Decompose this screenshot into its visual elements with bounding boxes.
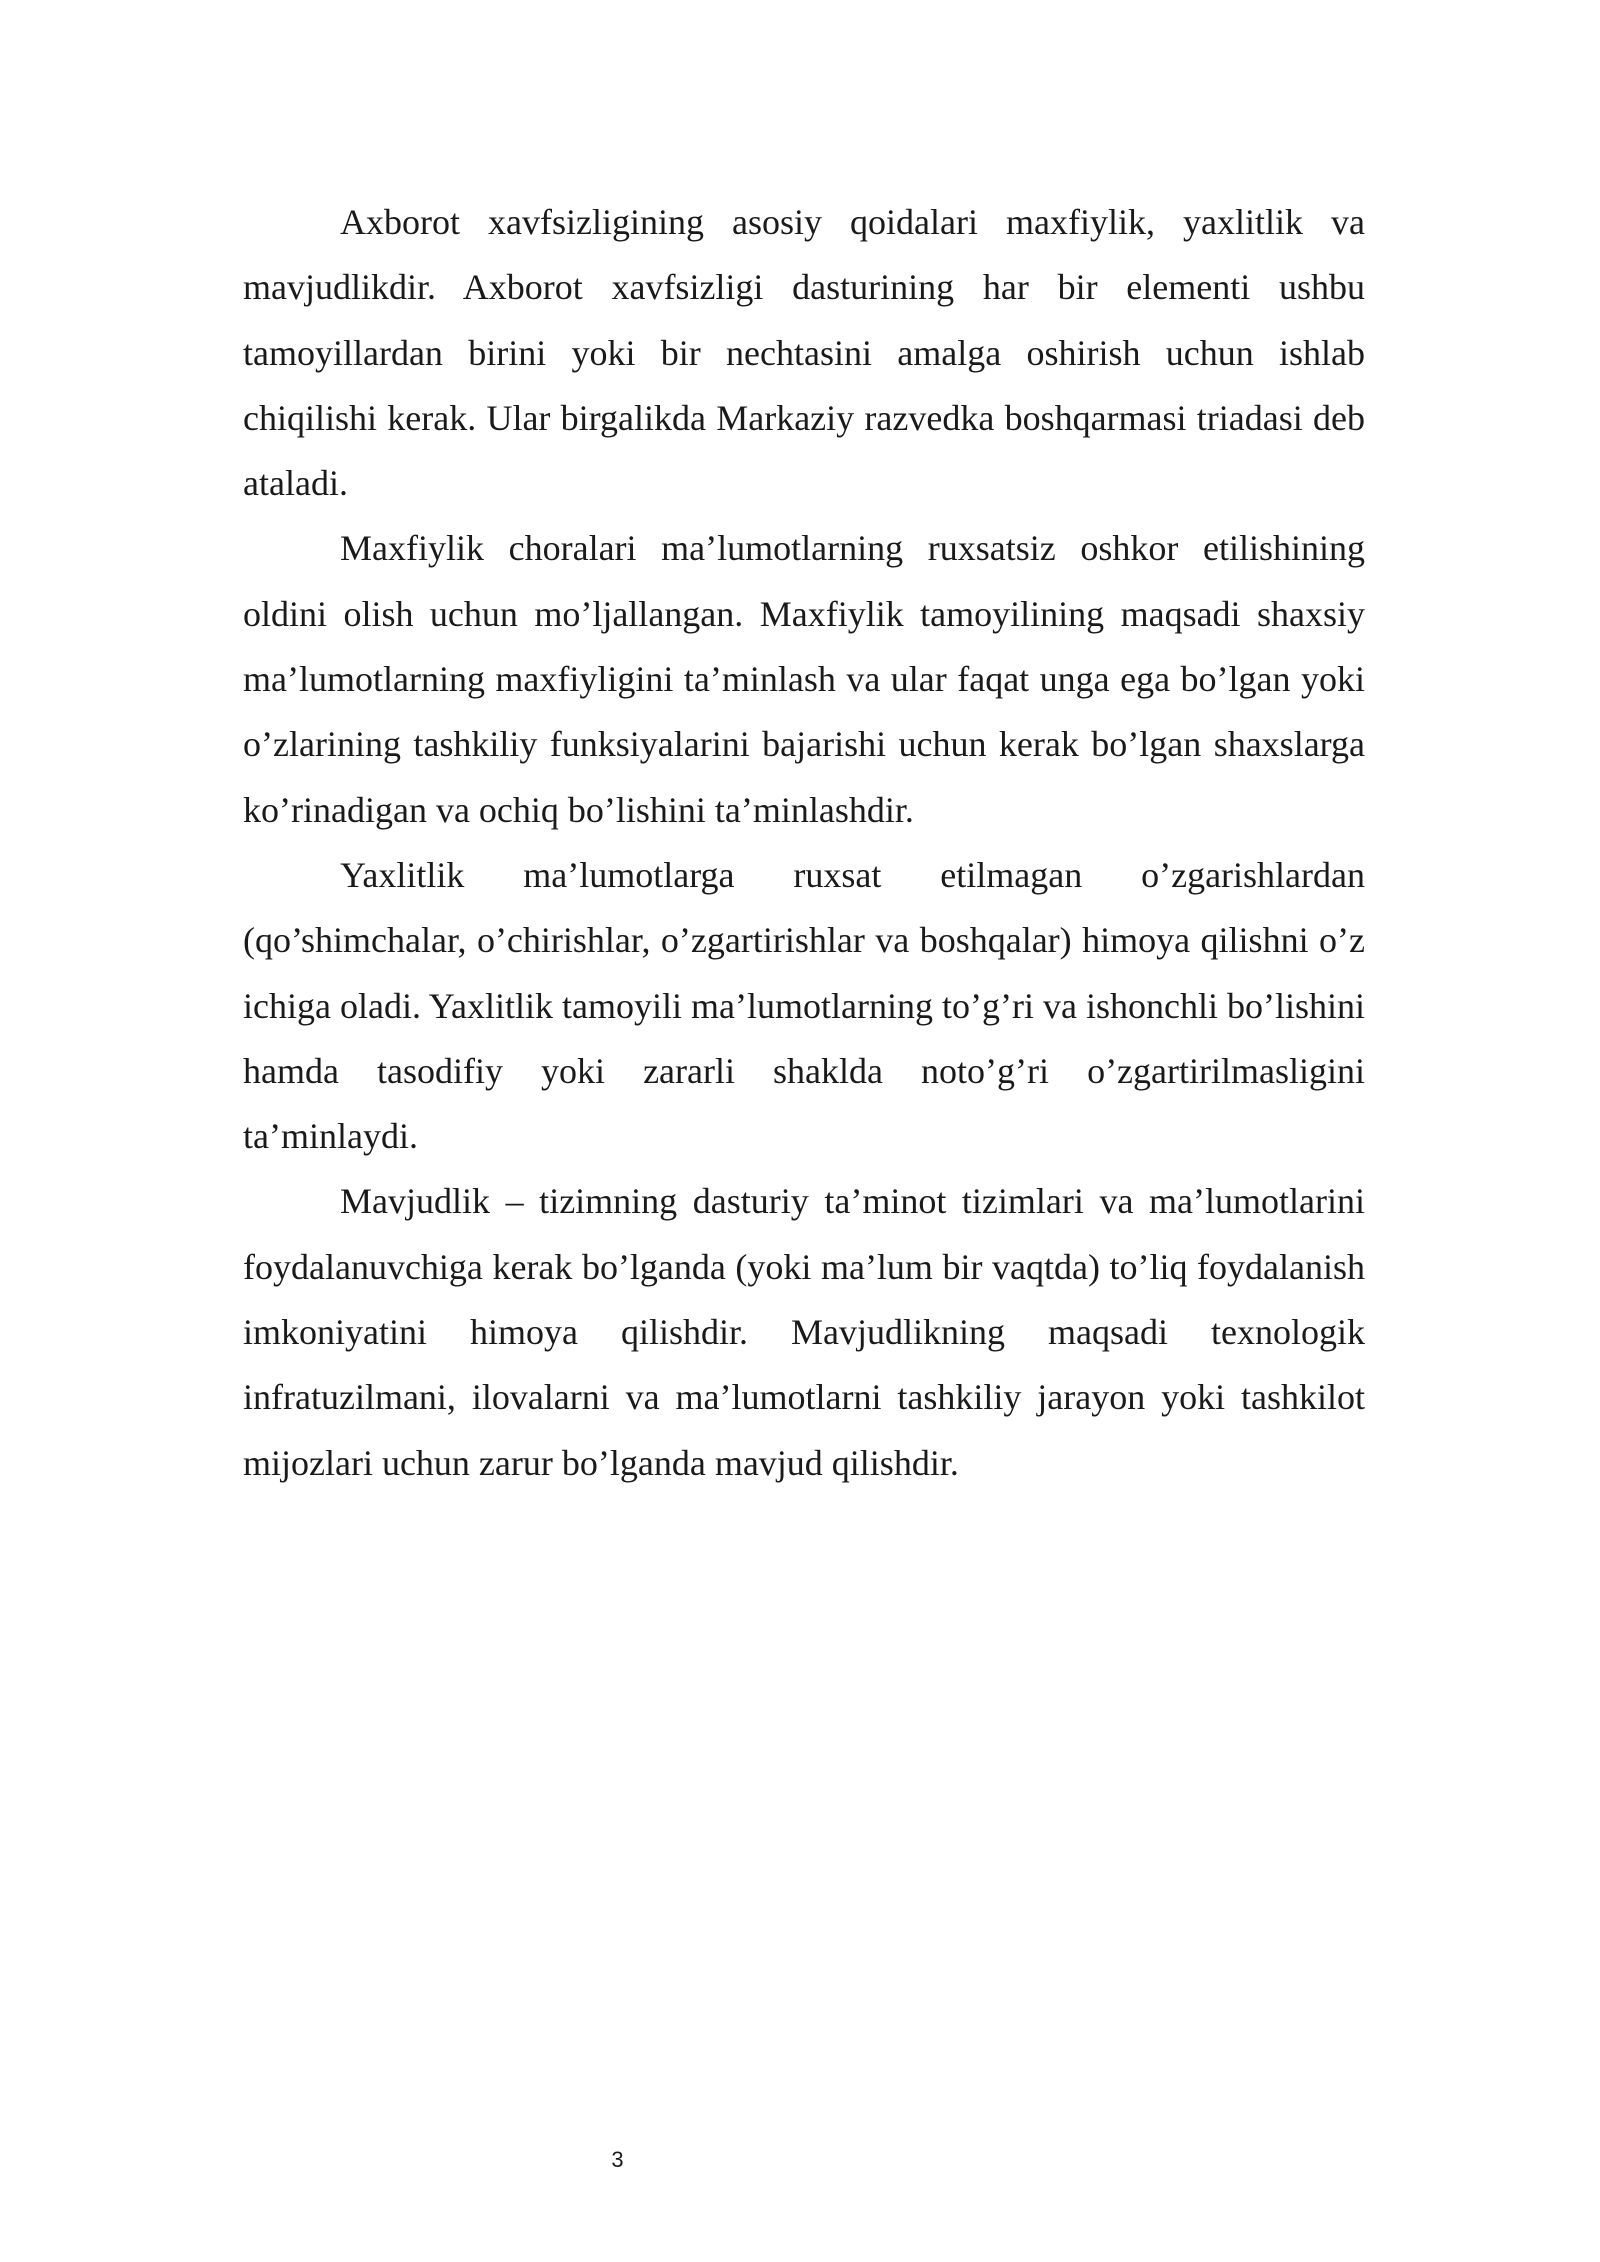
paragraph-confidentiality: Maxfiylik choralari ma’lumotlarning ruxsatsiz oshkor etilishining oldini olish uchun mo’ljallangan. Maxfiylik tamoyilining maqsadi shaxsiy ma’lumotlarning maxfiyligini ta’minlash va ular faqat unga ega bo’lgan yoki o’zlarining tashkiliy funksiyalarini bajarishi uchun kerak bo’lgan shaxslarga ko’rinadigan va ochiq bo’lishini ta’minlashdir. xyxy=(243,528,1365,830)
paragraph-availability: Mavjudlik – tizimning dasturiy ta’minot tizimlari va ma’lumotlarini foydalanuvchiga kerak bo’lganda (yoki ma’lum bir vaqtda) to’liq foydalanish imkoniyatini himoya qilishdir. Mavjudlikning maqsadi texnologik infratuzilmani, ilovalarni va ma’lumotlarni tashkiliy jarayon yoki tashkilot mijozlari uchun zarur bo’lganda mavjud qilishdir. xyxy=(243,1181,1365,1483)
page-number: 3 xyxy=(611,2147,624,2172)
paragraph-core-principles: Axborot xavfsizligining asosiy qoidalari maxfiylik, yaxlitlik va mavjudlikdir. Axborot xavfsizligi dasturining har bir elementi ushbu tamoyillardan birini yoki bir nechtasini amalga oshirish uchun ishlab chiqilishi kerak. Ular birgalikda Markaziy razvedka boshqarmasi triadasi deb ataladi. xyxy=(243,202,1365,504)
paragraph-integrity: Yaxlitlik ma’lumotlarga ruxsat etilmagan o’zgarishlardan (qo’shimchalar, o’chirishlar, o’zgartirishlar va boshqalar) himoya qilishni o’z ichiga oladi. Yaxlitlik tamoyili ma’lumotlarning to’g’ri va ishonchli bo’lishini hamda tasodifiy yoki zararli shaklda noto’g’ri o’zgartirilmasligini ta’minlaydi. xyxy=(243,854,1365,1157)
body-text xyxy=(243,190,1365,1496)
